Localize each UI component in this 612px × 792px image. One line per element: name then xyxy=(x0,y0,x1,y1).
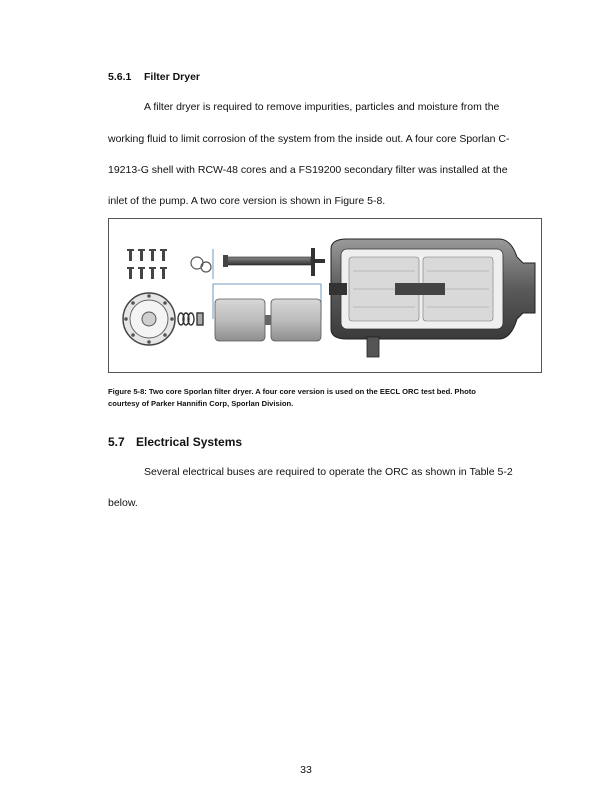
section-title: Filter Dryer xyxy=(144,71,201,83)
figure-caption xyxy=(108,386,528,410)
figure-caption-line-1: Figure 5-8: Two core Sporlan filter dryer. A four core version is used on the EECL ORC test bed. Photo xyxy=(108,387,476,396)
end-flange xyxy=(123,293,175,345)
paragraph-line-6: below. xyxy=(108,497,138,509)
section-number: 5.7 xyxy=(108,435,125,449)
paragraph-line-2: working fluid to limit corrosion of the system from the inside out. A four core Sporlan C- xyxy=(108,133,510,145)
center-rod xyxy=(223,248,325,276)
filter-cores xyxy=(215,299,321,341)
section-heading-5-6-1 xyxy=(108,71,200,83)
filter-shell-cutaway xyxy=(329,239,535,357)
figure-caption-line-2: courtesy of Parker Hannifin Corp, Sporlan Division. xyxy=(108,399,294,408)
section-number: 5.6.1 xyxy=(108,71,132,83)
section-heading-5-7 xyxy=(108,435,242,449)
filter-dryer-illustration xyxy=(109,219,541,372)
section-title: Electrical Systems xyxy=(136,435,243,449)
paragraph-line-1: A filter dryer is required to remove impurities, particles and moisture from the xyxy=(144,101,500,113)
spring-parts xyxy=(178,313,203,325)
paragraph-line-4: inlet of the pump. A two core version is shown in Figure 5-8. xyxy=(108,195,386,207)
filter-dryer-figure xyxy=(108,218,542,373)
bolts-group xyxy=(127,249,167,279)
o-rings xyxy=(191,257,211,272)
page-number: 33 xyxy=(300,764,312,776)
paragraph-line-5: Several electrical buses are required to operate the ORC as shown in Table 5-2 xyxy=(144,466,513,478)
paragraph-line-3: 19213-G shell with RCW-48 cores and a FS19200 secondary filter was installed at the xyxy=(108,164,508,176)
